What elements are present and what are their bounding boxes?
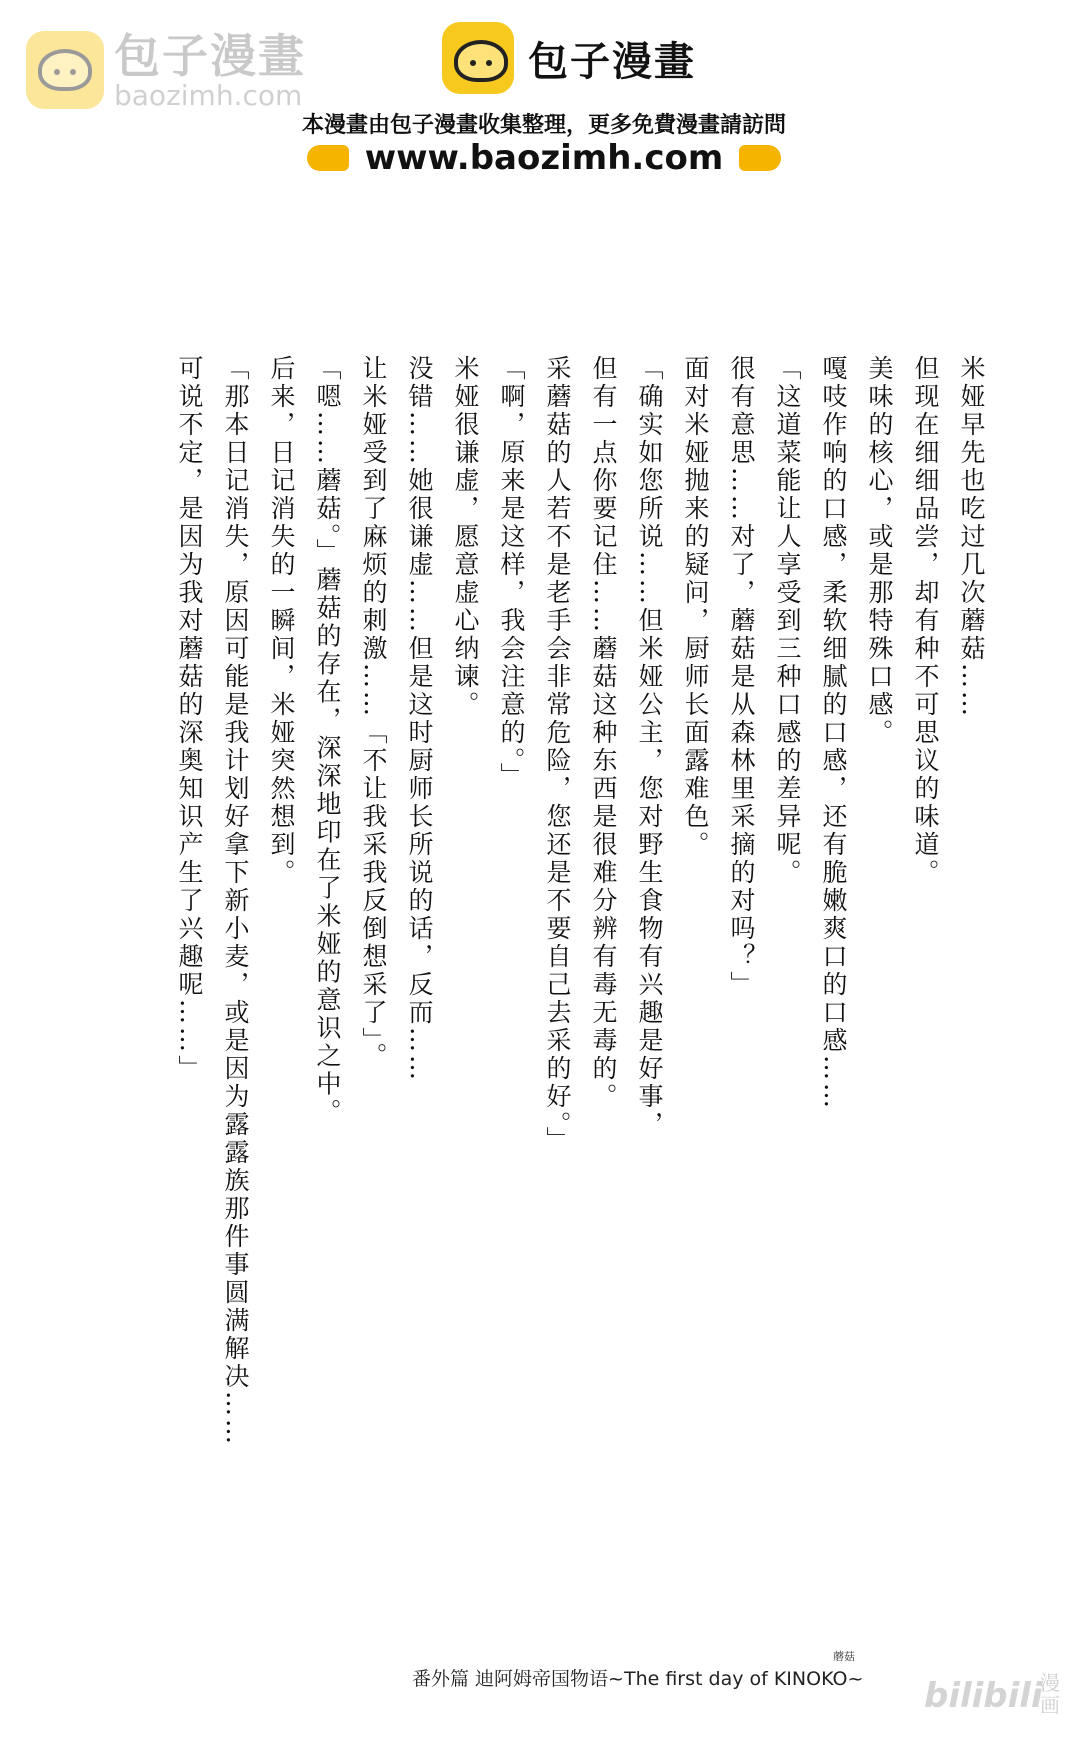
watermark-url-row xyxy=(0,138,1088,178)
watermark-url-link[interactable]: www.baozimh.com xyxy=(364,138,724,178)
watermark-logo xyxy=(442,22,696,94)
paragraph: 「啊，原来是这样，我会注意的。」 xyxy=(497,355,526,791)
furigana-ruby: 蘑菇 xyxy=(833,1650,855,1663)
paragraph: 很有意思……对了，蘑菇是从森林里采摘的对吗？」 xyxy=(727,355,756,999)
paragraph: 但现在细细品尝，却有种不可思议的味道。 xyxy=(911,355,940,887)
chapter-footer-title: 番外篇 迪阿姆帝国物语~The first day of KINOKO~ xyxy=(412,1668,864,1690)
watermark-domain-faded: baozimh.com xyxy=(114,79,303,112)
paragraph: 后来，日记消失的一瞬间，米娅突然想到。 xyxy=(267,355,296,887)
paragraph: 没错……她很谦虚……但是这时厨师长所说的话，反而…… xyxy=(405,355,434,1083)
baozi-logo-icon xyxy=(26,31,104,109)
manhua-logo-text: 漫画 xyxy=(1040,1671,1060,1717)
paragraph: 采蘑菇的人若不是老手会非常危险，您还是不要自己去采的好。」 xyxy=(543,355,572,1155)
paragraph: 可说不定，是因为我对蘑菇的深奥知识产生了兴趣呢……」 xyxy=(175,355,204,1083)
watermark-notice: 本漫畫由包子漫畫收集整理，更多免費漫畫請訪問 xyxy=(301,113,786,138)
baozi-logo-icon xyxy=(442,22,514,94)
paragraph: 米娅很谦虚，愿意虚心纳谏。 xyxy=(451,355,480,719)
watermark-brand: 包子漫畫 xyxy=(528,38,696,85)
paragraph: 「确实如您所说……但米娅公主，您对野生食物有兴趣是好事， xyxy=(635,355,664,1139)
pointing-hand-right-icon xyxy=(307,145,349,171)
watermark-logo-faded xyxy=(26,30,306,110)
paragraph: 但有一点你要记住……蘑菇这种东西是很难分辨有毒无毒的。 xyxy=(589,355,618,1111)
paragraph: 米娅早先也吃过几次蘑菇…… xyxy=(957,355,986,719)
paragraph: 「那本日记消失，原因可能是我计划好拿下新小麦，或是因为露露族那件事圆满解决…… xyxy=(221,355,250,1447)
bilibili-logo: bilibili xyxy=(924,1676,1043,1716)
watermark-brand-faded: 包子漫畫 xyxy=(114,29,306,83)
paragraph: 面对米娅抛来的疑问，厨师长面露难色。 xyxy=(681,355,710,859)
paragraph: 「这道菜能让人享受到三种口感的差异呢。 xyxy=(773,355,802,887)
novel-body-text xyxy=(152,355,994,1447)
paragraph: 嘎吱作响的口感，柔软细腻的口感，还有脆嫩爽口的口感…… xyxy=(819,355,848,1111)
paragraph: 「嗯……蘑菇。」蘑菇的存在，深深地印在了米娅的意识之中。 xyxy=(313,355,342,1127)
pointing-hand-left-icon xyxy=(739,145,781,171)
paragraph: 美味的核心，或是那特殊口感。 xyxy=(865,355,894,747)
paragraph: 让米娅受到了麻烦的刺激……「不让我采我反倒想采了」。 xyxy=(359,355,388,1071)
